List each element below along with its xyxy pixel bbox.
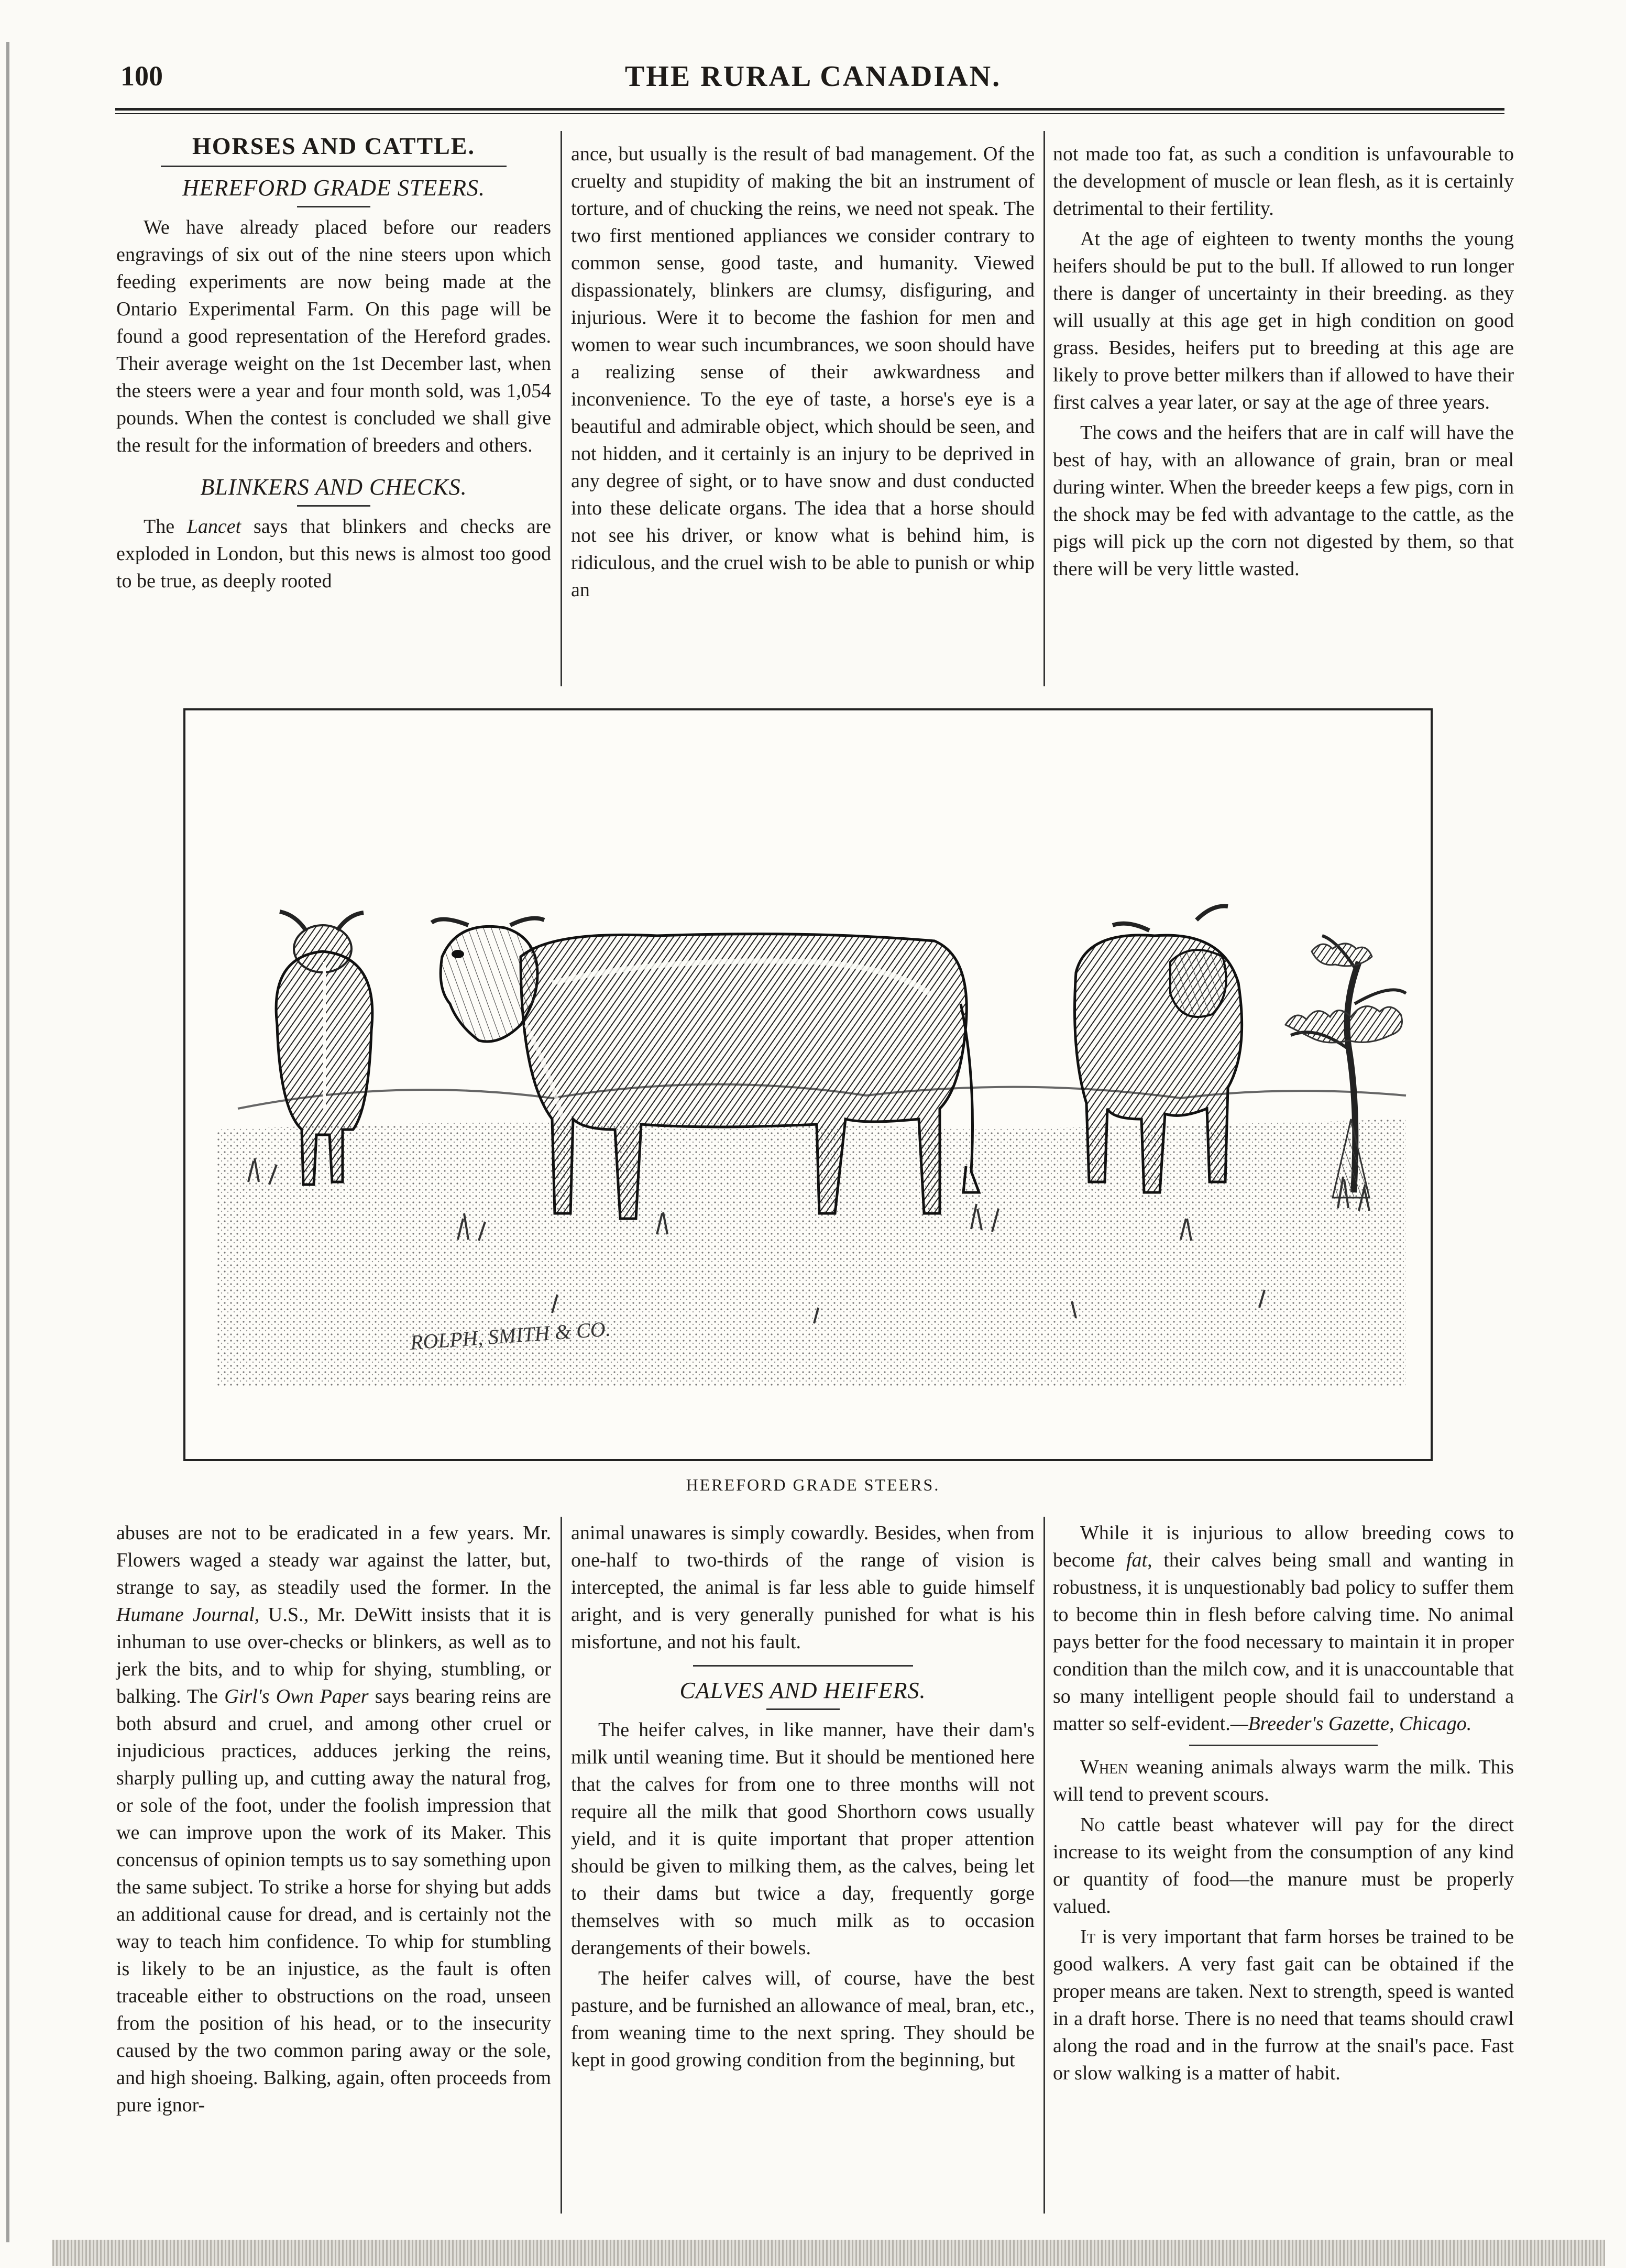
lead-word: No [1080, 1814, 1105, 1836]
note-paragraph [1053, 1811, 1514, 1920]
text-run: is very important that farm horses be trained to be good walkers. A very fast gait can be obtained if the proper means are taken. Next to strength, speed is wanted in a draft horse. There is no need that teams should crawl along the road and in the furrow at the snail's pace. Fast or slow walking is a matter of habit. [1053, 1926, 1514, 2084]
title-rule [297, 206, 370, 207]
paragraph: At the age of eighteen to twenty months the young heifers should be put to the bull. If allowed to run longer there is danger of uncertainty in their breeding. as they will usually at this age get in high condition on good grass. Besides, heifers put to breeding at this age are likely to prove better milkers than if allowed to have their first calves a year later, or say at the age of three years. [1053, 228, 1514, 413]
header-rule-thin [115, 113, 1504, 114]
section-divider [693, 1665, 913, 1667]
paragraph: animal unawares is simply cowardly. Besides, when from one-half to two-thirds of the range of vision is intercepted, the animal is far less able to guide himself aright, and is very generally punished for what is his misfortune, and not his fault. [571, 1522, 1035, 1653]
header-rule [115, 108, 1504, 111]
page-number: 100 [120, 60, 163, 92]
text-run: their calves being small and wanting in robustness, it is unquestionably bad policy to suffer them to become thin in flesh before calving time. No animal pays better for the food necessary to maintain it in proper condition than the milch cow, and it is unaccountable that so many intelligent people should fail to understand a matter so self-evident. [1053, 1549, 1514, 1735]
article-body-hereford: We have already placed before our readers engravings of six out of the nine steers upon which feeding experiments are now being made at the Ontario Experimental Farm. On this page will be found a good representation of the Hereford grades. Their average weight on the 1st December last, when the steers were a year and four month sold, was 1,054 pounds. When the contest is concluded we shall give the result for the information of breeders and others. [116, 216, 551, 456]
text-run: cattle beast whatever will pay for the direct increase to its weight from the consumption of any kind or quantity of food—the manure must be properly valued. [1053, 1814, 1514, 1918]
article-title-calves: CALVES AND HEIFERS. [679, 1678, 926, 1703]
publication-name: Lancet [186, 516, 241, 538]
steer-front-view [1075, 906, 1242, 1192]
text-run: says bearing reins are both absurd and cruel, and among other cruel or injudicious practices, adduces jerking the reins, sharply pulling up, and cutting away the natural frog, or sole of the foot, under the foolish impression that we can improve upon the work of its Maker. This concensus of opinion tempts us to say something upon the same subject. To strike a horse for shying but adds an additional cause for dread, and is certainly not the way to teach him confidence. To whip for stumbling is likely to be an injustice, as the fault is often traceable either to obstructions on the road, unseen from the position of his head, or to the insecurity caused by the two common paring away or the sole, and high shoeing. Balking, again, often proceeds from pure ignor- [116, 1685, 551, 2116]
engraving-frame [183, 708, 1433, 1461]
paragraph: The heifer calves, in like manner, have their dam's milk until weaning time. But it should be mentioned here that the calves for from one to three months will not require all the milk that good Shorthorn cows usually yield, and it is quite important that proper attention should be given to milking them, as the calves, being let to their dams but twice a day, frequently gorge themselves with so much milk as to occasion derangements of their bowels. [571, 1719, 1035, 1959]
paragraph: The heifer calves will, of course, have the best pasture, and be furnished an allowance of meal, bran, etc., from weaning time to the next spring. They should be kept in good growing condition from the beginning, but [571, 1967, 1035, 2071]
column-rule [1043, 131, 1045, 686]
figure-caption: HEREFORD GRADE STEERS. [686, 1475, 940, 1494]
paragraph [1053, 1519, 1514, 1737]
top-column-2 [571, 140, 1035, 607]
paragraph: not made too fat, as such a condition is unfavourable to the development of muscle or lean flesh, as it is certainly detrimental to their fertility. [1053, 143, 1514, 220]
paragraph: The cows and the heifers that are in calf will have the best of hay, with an allowance of grain, bran or meal during winter. When the breeder keeps a few pigs, corn in the shock may be fed with advantage to the cattle, as the pigs will pick up the corn not digested by them, so that there will be very little wasted. [1053, 422, 1514, 580]
page-bottom-edge [52, 2240, 1605, 2266]
note-paragraph [1053, 1923, 1514, 2087]
meadow-ground [217, 1119, 1406, 1386]
bottom-column-3 [1053, 1519, 1514, 2090]
publication-name: Girl's Own Paper [224, 1685, 369, 1707]
publication-name: Humane Journal, [116, 1604, 260, 1626]
lead-word: It [1080, 1926, 1096, 1948]
running-title: THE RURAL CANADIAN. [624, 60, 1002, 93]
text-run: The [144, 516, 187, 538]
section-title: HORSES AND CATTLE. [192, 133, 475, 159]
lead-word: When [1080, 1756, 1128, 1778]
bottom-column-2 [571, 1519, 1035, 2077]
page-edge-shadow [6, 42, 9, 2242]
text-run: U.S., Mr. DeWitt insists that it is inhuman to use over-checks or blinkers, as well as to jerk the bits, and to whip for shying, stumbling, or balking. The [116, 1604, 551, 1707]
section-divider [1189, 1745, 1378, 1746]
column-rule [561, 131, 562, 686]
article-title-hereford: HEREFORD GRADE STEERS. [182, 175, 485, 201]
article-body-blinkers [116, 513, 551, 595]
top-column-1 [116, 131, 551, 598]
emphasis: fat, [1126, 1549, 1152, 1571]
section-rule [161, 166, 507, 167]
hereford-steers-engraving [185, 710, 1431, 1459]
engraver-signature: ROLPH, SMITH & CO. [409, 1317, 612, 1354]
title-rule [297, 505, 370, 507]
top-column-3 [1053, 140, 1514, 586]
text-run: weaning animals always warm the milk. This will tend to prevent scours. [1053, 1756, 1514, 1805]
article-body-continued: ance, but usually is the result of bad management. Of the cruelty and stupidity of making the bit an instrument of torture, and of chucking the reins, we need not speak. The two first mentioned appliances we consider contrary to common sense, good taste, and humanity. Viewed dispassionately, blinkers are clumsy, disfiguring, and injurious. Were it to become the fashion for men and women to wear such incumbrances, we soon should have a realizing sense of their awkwardness and inconvenience. To the eye of taste, a horse's eye is a beautiful and admirable object, which should be seen, and not hidden, and it certainly is an injury to be deprived in any degree of sight, or to have snow and dust conducted into these delicate organs. The idea that a horse should not see his driver, or know what is behind him, is ridiculous, and the cruel wish to be able to punish or whip an [571, 143, 1035, 601]
text-run: says that blinkers and checks are exploded in London, but this news is almost too good to be true, as deeply rooted [116, 516, 551, 592]
bottom-column-1 [116, 1519, 551, 2122]
article-title-blinkers: BLINKERS AND CHECKS. [200, 474, 467, 500]
text-run: While it is injurious to allow breeding cows to become [1053, 1522, 1514, 1571]
note-paragraph [1053, 1754, 1514, 1808]
source-citation: —Breeder's Gazette, Chicago. [1230, 1713, 1472, 1735]
column-rule [1043, 1517, 1045, 2214]
text-run: abuses are not to be eradicated in a few years. Mr. Flowers waged a steady war against the latter, but, strange to say, as steadily used the former. In the [116, 1522, 551, 1598]
title-rule [766, 1708, 840, 1710]
column-rule [561, 1517, 562, 2214]
article-body-blinkers-continued [116, 1519, 551, 2119]
